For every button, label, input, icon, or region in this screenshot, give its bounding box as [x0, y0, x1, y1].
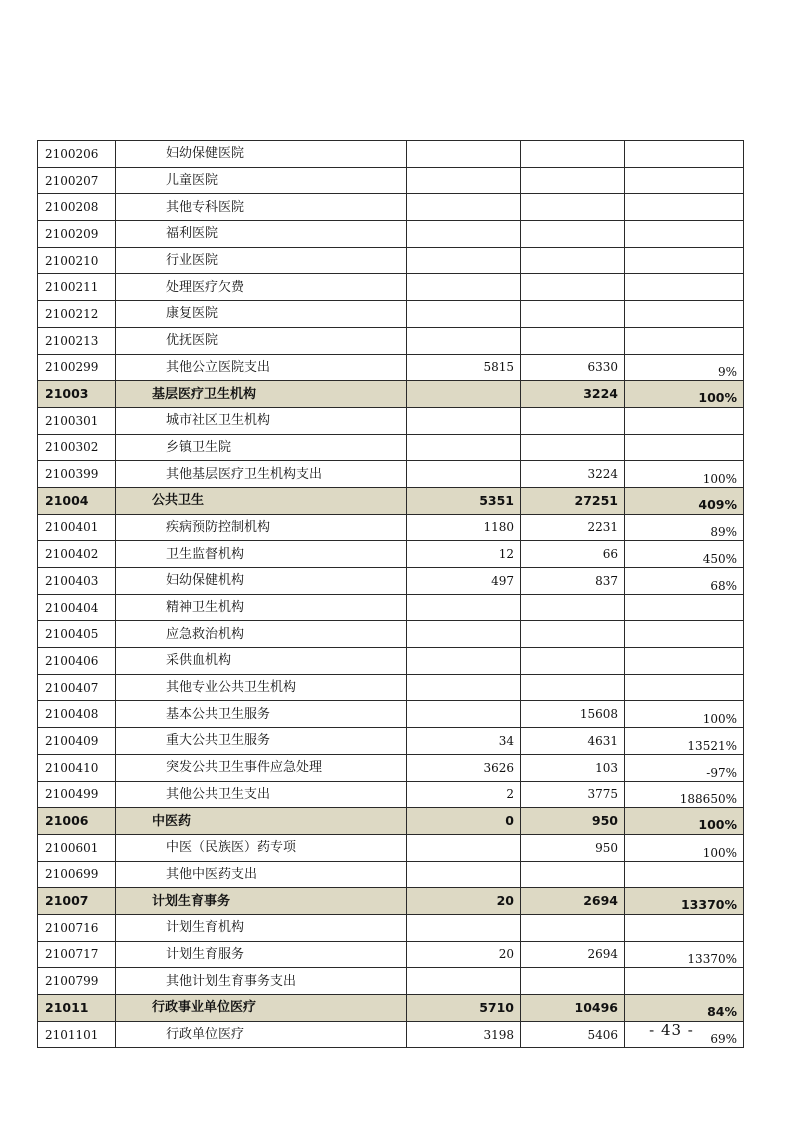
row-name: 采供血机构 [116, 648, 407, 675]
row-change-percent [625, 861, 744, 888]
table-row [38, 167, 744, 194]
row-prev-value [407, 381, 521, 408]
row-name: 中医药 [116, 808, 407, 835]
row-name: 城市社区卫生机构 [116, 407, 407, 434]
row-prev-value: 497 [407, 568, 521, 595]
row-curr-value: 10496 [521, 995, 625, 1022]
row-curr-value: 950 [521, 834, 625, 861]
row-name: 其他中医药支出 [116, 861, 407, 888]
row-code: 2100407 [38, 674, 116, 701]
table-row [38, 914, 744, 941]
row-curr-value: 2231 [521, 514, 625, 541]
row-name: 其他公立医院支出 [116, 354, 407, 381]
row-code: 2100405 [38, 621, 116, 648]
row-name: 计划生育事务 [116, 888, 407, 915]
row-name: 其他专科医院 [116, 194, 407, 221]
row-name: 康复医院 [116, 301, 407, 328]
row-prev-value: 3198 [407, 1021, 521, 1048]
row-name: 重大公共卫生服务 [116, 728, 407, 755]
row-change-percent: 89% [625, 514, 744, 541]
table-row [38, 968, 744, 995]
table-row [38, 301, 744, 328]
row-change-percent [625, 914, 744, 941]
row-change-percent: 100% [625, 834, 744, 861]
table-row [38, 941, 744, 968]
row-change-percent [625, 621, 744, 648]
row-code: 2100402 [38, 541, 116, 568]
row-curr-value: 15608 [521, 701, 625, 728]
row-prev-value: 34 [407, 728, 521, 755]
row-curr-value: 837 [521, 568, 625, 595]
section-row [38, 995, 744, 1022]
row-curr-value: 4631 [521, 728, 625, 755]
budget-table [37, 140, 744, 1048]
table-row [38, 701, 744, 728]
row-prev-value [407, 407, 521, 434]
row-name: 妇幼保健医院 [116, 141, 407, 168]
row-prev-value: 5351 [407, 487, 521, 514]
row-curr-value [521, 594, 625, 621]
row-name: 其他计划生育事务支出 [116, 968, 407, 995]
row-change-percent: 84% [625, 995, 744, 1022]
table-row [38, 514, 744, 541]
row-name: 卫生监督机构 [116, 541, 407, 568]
row-name: 行政事业单位医疗 [116, 995, 407, 1022]
row-code: 2100213 [38, 327, 116, 354]
row-change-percent [625, 221, 744, 248]
row-prev-value [407, 434, 521, 461]
row-code: 2100211 [38, 274, 116, 301]
row-name: 福利医院 [116, 221, 407, 248]
row-curr-value [521, 247, 625, 274]
row-curr-value [521, 301, 625, 328]
row-prev-value [407, 648, 521, 675]
table-row [38, 648, 744, 675]
row-name: 中医（民族医）药专项 [116, 834, 407, 861]
row-code: 21011 [38, 995, 116, 1022]
row-curr-value: 6330 [521, 354, 625, 381]
row-prev-value [407, 914, 521, 941]
table-row [38, 674, 744, 701]
row-change-percent [625, 434, 744, 461]
table-row [38, 568, 744, 595]
row-name: 乡镇卫生院 [116, 434, 407, 461]
table-row [38, 221, 744, 248]
row-change-percent [625, 968, 744, 995]
row-change-percent: 13370% [625, 941, 744, 968]
row-name: 处理医疗欠费 [116, 274, 407, 301]
row-change-percent: 100% [625, 808, 744, 835]
row-curr-value [521, 274, 625, 301]
row-change-percent [625, 594, 744, 621]
row-prev-value: 12 [407, 541, 521, 568]
row-curr-value [521, 648, 625, 675]
row-code: 2100408 [38, 701, 116, 728]
row-code: 2100299 [38, 354, 116, 381]
row-name: 其他公共卫生支出 [116, 781, 407, 808]
row-name: 基本公共卫生服务 [116, 701, 407, 728]
row-curr-value [521, 327, 625, 354]
row-curr-value: 950 [521, 808, 625, 835]
row-name: 儿童医院 [116, 167, 407, 194]
table-row [38, 834, 744, 861]
row-change-percent: 13521% [625, 728, 744, 755]
row-curr-value [521, 914, 625, 941]
row-name: 基层医疗卫生机构 [116, 381, 407, 408]
row-change-percent: 100% [625, 461, 744, 488]
row-prev-value [407, 968, 521, 995]
row-change-percent [625, 274, 744, 301]
row-code: 2100206 [38, 141, 116, 168]
row-change-percent [625, 247, 744, 274]
row-name: 应急救治机构 [116, 621, 407, 648]
table-row [38, 541, 744, 568]
table-row [38, 327, 744, 354]
table-row [38, 247, 744, 274]
row-change-percent: 100% [625, 381, 744, 408]
row-code: 2100212 [38, 301, 116, 328]
row-curr-value [521, 221, 625, 248]
table-row [38, 141, 744, 168]
row-code: 2100403 [38, 568, 116, 595]
row-prev-value [407, 594, 521, 621]
row-code: 21007 [38, 888, 116, 915]
row-curr-value: 3224 [521, 461, 625, 488]
table-row [38, 461, 744, 488]
row-curr-value: 2694 [521, 941, 625, 968]
row-code: 2100208 [38, 194, 116, 221]
row-code: 2100409 [38, 728, 116, 755]
row-code: 2100410 [38, 754, 116, 781]
table-row [38, 594, 744, 621]
row-change-percent: 409% [625, 487, 744, 514]
row-name: 精神卫生机构 [116, 594, 407, 621]
row-prev-value [407, 461, 521, 488]
row-code: 2100302 [38, 434, 116, 461]
row-prev-value [407, 861, 521, 888]
row-curr-value: 66 [521, 541, 625, 568]
section-row [38, 381, 744, 408]
row-curr-value [521, 194, 625, 221]
row-curr-value: 3224 [521, 381, 625, 408]
row-curr-value [521, 621, 625, 648]
row-prev-value [407, 301, 521, 328]
row-code: 21004 [38, 487, 116, 514]
row-code: 2100399 [38, 461, 116, 488]
row-prev-value [407, 327, 521, 354]
row-curr-value: 103 [521, 754, 625, 781]
row-prev-value: 0 [407, 808, 521, 835]
row-prev-value [407, 141, 521, 168]
row-curr-value: 27251 [521, 487, 625, 514]
row-code: 2100716 [38, 914, 116, 941]
row-prev-value [407, 194, 521, 221]
row-change-percent [625, 141, 744, 168]
section-row [38, 487, 744, 514]
row-prev-value: 5710 [407, 995, 521, 1022]
table-row [38, 861, 744, 888]
row-prev-value: 1180 [407, 514, 521, 541]
row-name: 优抚医院 [116, 327, 407, 354]
row-prev-value [407, 247, 521, 274]
row-change-percent [625, 301, 744, 328]
table-row [38, 728, 744, 755]
row-code: 2100404 [38, 594, 116, 621]
row-prev-value [407, 621, 521, 648]
row-name: 疾病预防控制机构 [116, 514, 407, 541]
row-change-percent: 188650% [625, 781, 744, 808]
row-curr-value [521, 434, 625, 461]
row-code: 2100717 [38, 941, 116, 968]
row-prev-value: 2 [407, 781, 521, 808]
row-code: 2100406 [38, 648, 116, 675]
row-code: 2100699 [38, 861, 116, 888]
row-code: 2100799 [38, 968, 116, 995]
table-row [38, 781, 744, 808]
row-prev-value: 3626 [407, 754, 521, 781]
row-curr-value [521, 407, 625, 434]
section-row [38, 808, 744, 835]
row-change-percent: 450% [625, 541, 744, 568]
row-change-percent: -97% [625, 754, 744, 781]
row-change-percent [625, 194, 744, 221]
page-number [0, 1021, 793, 1039]
row-name: 其他基层医疗卫生机构支出 [116, 461, 407, 488]
row-change-percent [625, 327, 744, 354]
row-code: 2100209 [38, 221, 116, 248]
table-row [38, 754, 744, 781]
row-curr-value: 3775 [521, 781, 625, 808]
row-change-percent: 9% [625, 354, 744, 381]
row-change-percent [625, 674, 744, 701]
row-prev-value [407, 834, 521, 861]
row-curr-value [521, 861, 625, 888]
page-number-text: - 43 - [649, 1021, 694, 1039]
row-name: 突发公共卫生事件应急处理 [116, 754, 407, 781]
table-row [38, 407, 744, 434]
row-change-percent: 69% [625, 1021, 744, 1048]
row-code: 2101101 [38, 1021, 116, 1048]
row-change-percent: 13370% [625, 888, 744, 915]
row-prev-value [407, 221, 521, 248]
row-name: 公共卫生 [116, 487, 407, 514]
row-prev-value: 20 [407, 941, 521, 968]
row-name: 行政单位医疗 [116, 1021, 407, 1048]
row-prev-value [407, 274, 521, 301]
row-name: 计划生育机构 [116, 914, 407, 941]
row-code: 2100499 [38, 781, 116, 808]
row-prev-value [407, 701, 521, 728]
row-change-percent [625, 648, 744, 675]
row-curr-value [521, 968, 625, 995]
row-code: 2100210 [38, 247, 116, 274]
row-prev-value: 5815 [407, 354, 521, 381]
row-curr-value [521, 674, 625, 701]
row-name: 妇幼保健机构 [116, 568, 407, 595]
row-change-percent [625, 167, 744, 194]
row-code: 21003 [38, 381, 116, 408]
row-curr-value [521, 167, 625, 194]
row-name: 行业医院 [116, 247, 407, 274]
table-row [38, 621, 744, 648]
budget-table-body [38, 141, 744, 1048]
row-prev-value: 20 [407, 888, 521, 915]
row-curr-value: 5406 [521, 1021, 625, 1048]
table-row [38, 194, 744, 221]
row-prev-value [407, 167, 521, 194]
table-row [38, 354, 744, 381]
row-name: 计划生育服务 [116, 941, 407, 968]
row-code: 21006 [38, 808, 116, 835]
section-row [38, 888, 744, 915]
row-code: 2100207 [38, 167, 116, 194]
row-prev-value [407, 674, 521, 701]
row-name: 其他专业公共卫生机构 [116, 674, 407, 701]
row-change-percent: 100% [625, 701, 744, 728]
row-change-percent: 68% [625, 568, 744, 595]
row-code: 2100601 [38, 834, 116, 861]
row-curr-value: 2694 [521, 888, 625, 915]
row-code: 2100301 [38, 407, 116, 434]
row-change-percent [625, 407, 744, 434]
row-curr-value [521, 141, 625, 168]
table-row [38, 434, 744, 461]
row-code: 2100401 [38, 514, 116, 541]
table-row [38, 274, 744, 301]
